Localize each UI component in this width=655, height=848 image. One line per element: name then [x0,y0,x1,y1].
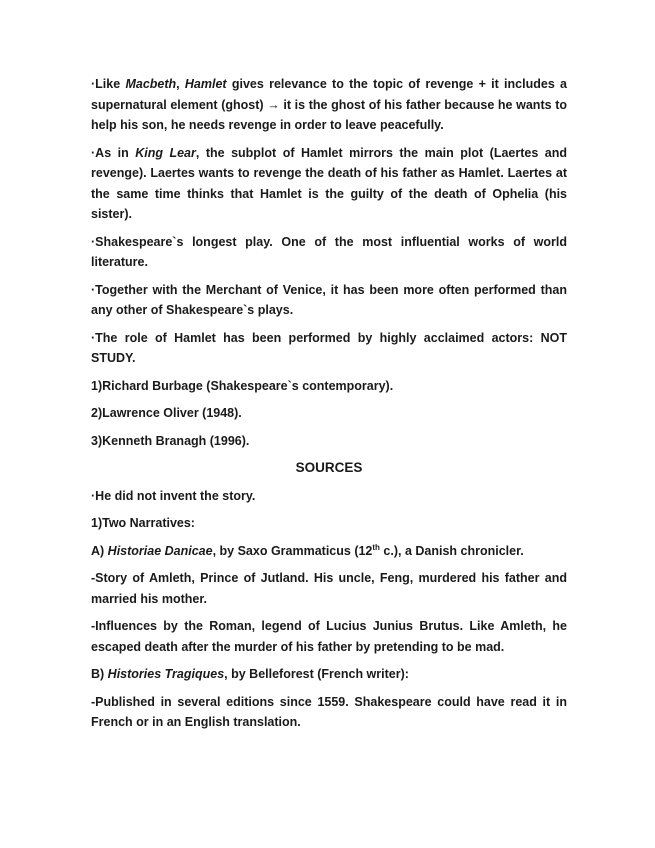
section-heading-sources: SOURCES [295,460,363,475]
paragraph-merchant-of-venice: ·Together with the Merchant of Venice, it has been more often performed than any other of Shakespeare`s plays. [91,282,567,317]
list-item-actor-3: 3)Kenneth Branagh (1996). [91,433,250,448]
document-body [91,74,567,740]
list-item-actor-1: 1)Richard Burbage (Shakespeare`s contemporary). [91,378,394,393]
paragraph-did-not-invent: ·He did not invent the story. [91,488,256,503]
paragraph-longest-play: ·Shakespeare`s longest play. One of the most influential works of world literature. [91,234,567,269]
paragraph-story-of-amleth: -Story of Amleth, Prince of Jutland. His uncle, Feng, murdered his father and married his mother. [91,571,567,606]
paragraph-king-lear: ·As in King Lear, the subplot of Hamlet mirrors the main plot (Laertes and revenge). Laertes wants to revenge the death of his father as Hamlet. Laertes at the same time thinks that Hamlet is the guilty of the death of Ophelia (his sister). [91,145,568,221]
paragraph-macbeth-hamlet: ·Like Macbeth, Hamlet gives relevance to the topic of revenge + it includes a supernatural element (ghost) → it is the ghost of his father because he wants to help his son, he needs revenge in order to leave peacefully. [91,77,567,132]
list-item-two-narratives: 1)Two Narratives: [91,516,195,530]
paragraph-published-editions: -Published in several editions since 1559. Shakespeare could have read it in French or in an English translation. [91,694,567,729]
source-historiae-danicae: A) Historiae Danicae, by Saxo Grammaticus (12th c.), a Danish chronicler. [91,542,524,558]
source-histories-tragiques: B) Histories Tragiques, by Belleforest (French writer): [91,667,409,681]
paragraph-acclaimed-actors: ·The role of Hamlet has been performed by highly acclaimed actors: NOT STUDY. [91,330,567,365]
paragraph-roman-legend: -Influences by the Roman, legend of Lucius Junius Brutus. Like Amleth, he escaped death after the murder of his father by pretending to be mad. [91,619,567,654]
list-item-actor-2: 2)Lawrence Oliver (1948). [91,406,242,420]
